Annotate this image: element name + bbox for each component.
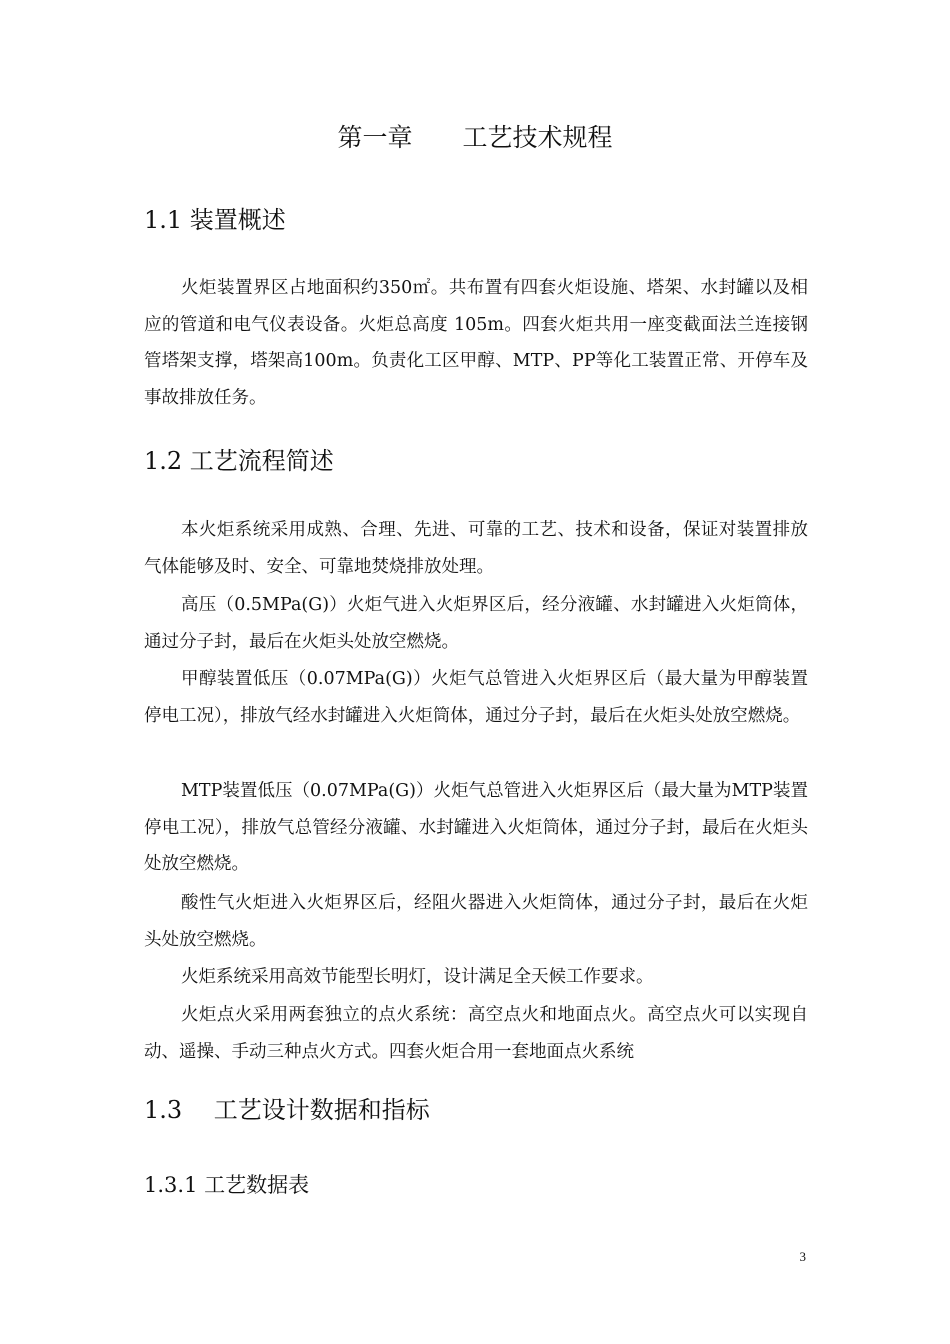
section-heading-1-1: 1.1 装置概述: [144, 206, 286, 234]
paragraph-pilot-light: 火炬系统采用高效节能型长明灯，设计满足全天候工作要求。: [181, 967, 654, 987]
paragraph-mtp-low-pressure: MTP装置低压（0.07MPa(G)）火炬气总管进入火炬界区后（最大量为MTP装置停电工况），排放气总管经分液罐、水封罐进入火炬筒体，通过分子封，最后在火炬头处放空燃烧。: [144, 781, 808, 874]
subsection-heading-1-3-1: 1.3.1 工艺数据表: [144, 1173, 310, 1197]
section-heading-1-3: 1.3 工艺设计数据和指标: [144, 1096, 430, 1124]
page-number: 3: [799, 1249, 806, 1264]
paragraph-high-pressure: 高压（0.5MPa(G)）火炬气进入火炬界区后，经分液罐、水封罐进入火炬筒体，通过分子封，最后在火炬头处放空燃烧。: [144, 595, 808, 652]
paragraph-overview: 火炬装置界区占地面积约350㎡。共布置有四套火炬设施、塔架、水封罐以及相应的管道和电气仪表设备。火炬总高度 105m。四套火炬共用一座变截面法兰连接钢管塔架支撑，塔架高100m。负责化工区甲醇、MTP、PP等化工装置正常、开停车及事故排放任务。: [144, 278, 808, 408]
paragraph-ignition: 火炬点火采用两套独立的点火系统：高空点火和地面点火。高空点火可以实现自动、遥操、手动三种点火方式。四套火炬合用一套地面点火系统: [144, 1005, 808, 1062]
paragraph-flow-intro: 本火炬系统采用成熟、合理、先进、可靠的工艺、技术和设备，保证对装置排放气体能够及时、安全、可靠地焚烧排放处理。: [144, 520, 808, 577]
section-heading-1-2: 1.2 工艺流程简述: [144, 447, 334, 475]
paragraph-methanol-low-pressure: 甲醇装置低压（0.07MPa(G)）火炬气总管进入火炬界区后（最大量为甲醇装置停电工况），排放气经水封罐进入火炬筒体，通过分子封，最后在火炬头处放空燃烧。: [144, 669, 808, 726]
chapter-title: 第一章 工艺技术规程: [337, 123, 613, 152]
paragraph-acid-gas: 酸性气火炬进入火炬界区后，经阻火器进入火炬筒体，通过分子封，最后在火炬头处放空燃烧。: [144, 893, 808, 950]
